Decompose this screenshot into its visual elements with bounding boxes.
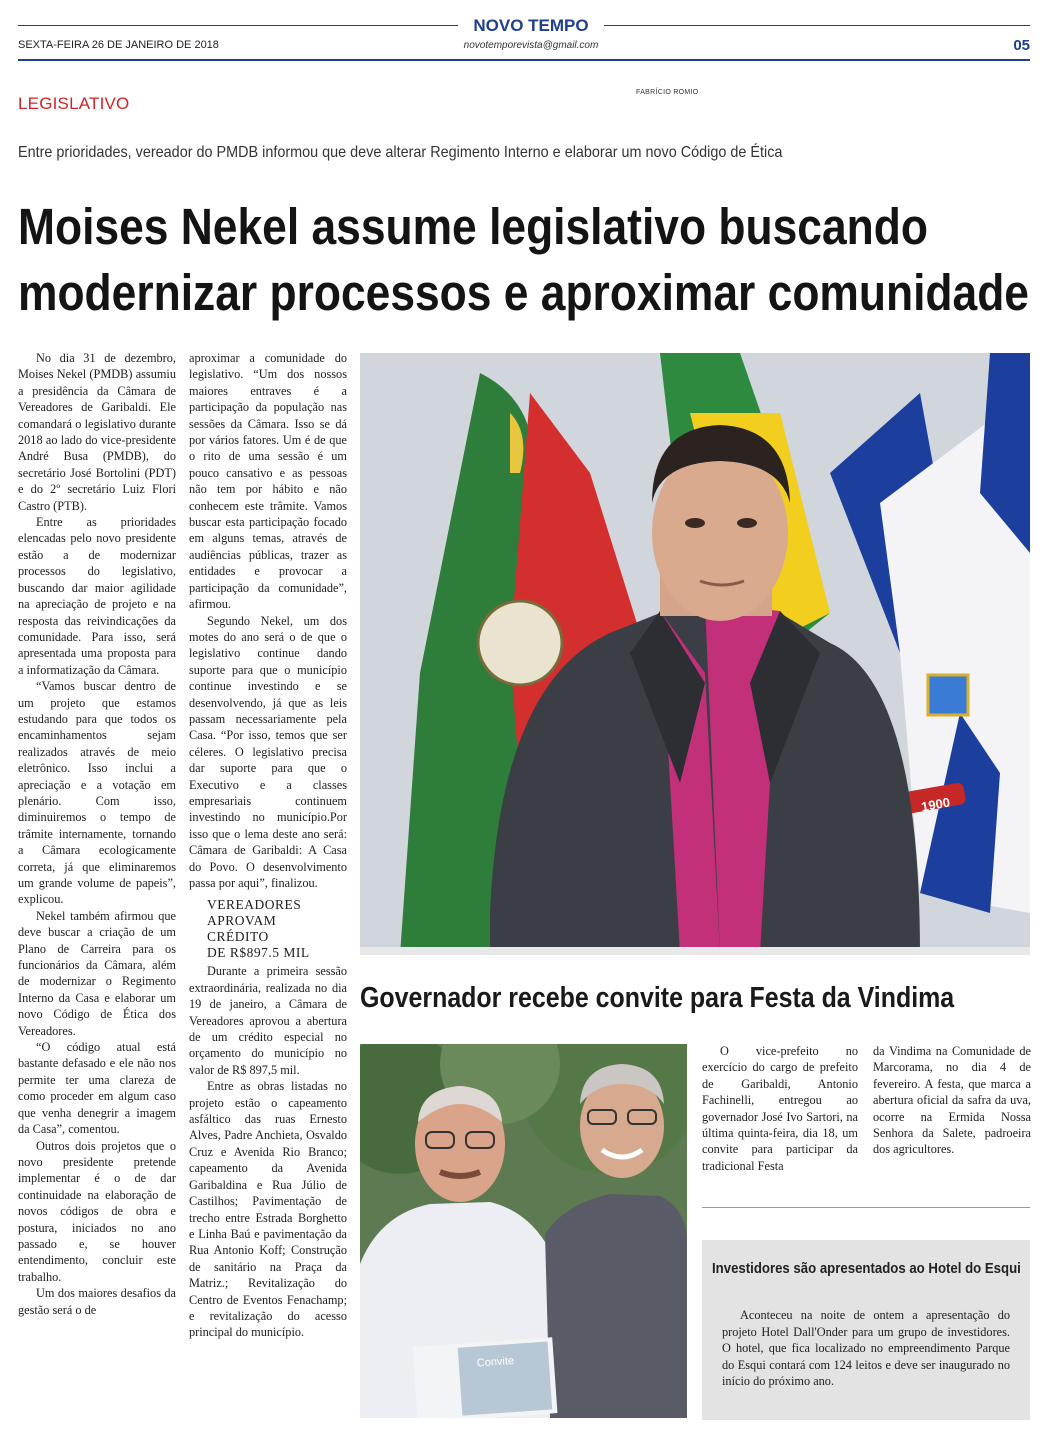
paragraph: Segundo Nekel, um dos motes do ano será o de que o legislativo continue dando suporte para que o município continue investindo e se desenvolvendo, já que as leis passam necessariamente pela Casa. “Por isso, temos que ser céleres. O legislativo precisa dar suporte para que o Executivo e a classes empresariais continuem investindo no município.Por isso que o lema deste ano será: Câmara de Garibaldi: A Casa do Povo. O desenvolvimento passa por aqui”, finalizou.: [189, 613, 347, 890]
subhead-line: VEREADORES: [207, 897, 302, 913]
box-title: Investidores são apresentados ao Hotel do Esqui: [712, 1260, 1021, 1277]
page-number: 05: [1013, 37, 1030, 54]
paragraph: “O código atual está bastante defasado e ele não nos permite ter uma clareza de como proceder em algum caso que venha denegrir a imagem da Casa”, comentou.: [18, 1040, 176, 1137]
subhead-line: CRÉDITO: [207, 929, 269, 945]
subhead: [189, 897, 347, 961]
flag-year: 1900: [920, 794, 952, 815]
section-label: LEGISLATIVO: [18, 94, 130, 113]
headline: [18, 194, 1029, 326]
headline-line-1: Moises Nekel assume legislativo buscando: [18, 198, 928, 255]
contact-email: novotemporevista@gmail.com: [463, 40, 599, 51]
portrait-illustration: [360, 353, 1030, 955]
flag-emblem: [478, 601, 562, 685]
governor-photo: [360, 1044, 687, 1418]
shirt-right: [545, 1194, 687, 1418]
handshake-illustration: [360, 1044, 687, 1418]
flag-city-shield: [928, 675, 968, 715]
paragraph: aproximar a comunidade do legislativo. “Um dos nossos maiores entraves é a participação da população nas sessões da Câmara. Isso se dá por vários fatores. Um é de que o rito de uma sessão é um pouco cansativo e as pessoas não tem por hábito e não conhecem este trâmite. Vamos buscar esta participação focado em alguns temas, através de audiências públicas, trazer as entidades e provocar a participação da comunidade”, afirmou.: [189, 351, 347, 612]
paragraph: O vice-prefeito no exercício do cargo de prefeito de Garibaldi, Antonio Fachinelli, entregou ao governador José Ivo Sartori, na última quinta-feira, dia 18, um convite para participar da tradicional Festa: [702, 1044, 858, 1173]
masthead-rule-bottom: [18, 59, 1030, 61]
article-column-1: [18, 350, 176, 1318]
photo-credit: FABRÍCIO ROMIO: [636, 89, 699, 96]
main-photo: [360, 353, 1030, 955]
headline-line-2: modernizar processos e aproximar comunidade: [18, 264, 1029, 321]
brand-title: NOVO TEMPO: [458, 16, 604, 36]
subhead-line: APROVAM: [207, 913, 277, 929]
paragraph: Durante a primeira sessão extraordinária, realizada no dia 19 de janeiro, a Câmara de Vereadores aprovou a abertura de um crédito especial no orçamento do município no valor de R$ 897,5 mil.: [189, 964, 347, 1077]
paragraph: Outros dois projetos que o novo presidente pretende implementar é o de dar continuidade na elaboração de novos códigos de obra e postura, iniciados no ano passado e, se houver entendimento, concluir este trabalho.: [18, 1138, 176, 1284]
sidebar-box: [702, 1240, 1030, 1420]
invitation-label: Convite: [476, 1354, 515, 1370]
subhead-line: DE R$897.5 MIL: [207, 945, 310, 961]
paragraph: “Vamos buscar dentro de um projeto que estamos estudando para que todos os encaminhamentos sejam realizados através de meio eletrônico. Isso inclui a apreciação e a votação em plenário. Com isso, diminuiremos o tempo de trâmite internamente, tornando a Câmara ecologicamente correta, já que eliminaremos um grande volume de papeis”, explicou.: [18, 679, 176, 907]
second-story-column-1: [702, 1043, 858, 1174]
second-story-column-2: [873, 1043, 1031, 1158]
paragraph: Entre as obras listadas no projeto estão o capeamento asfáltico das ruas Ernesto Alves, Padre Anchieta, Osvaldo Cruz e Avenida Rio Branco; capeamento da Avenida Garibaldina e Rua Júlio de Castilhos; Pavimentação de trecho entre Estrada Borghetto e Linha Baú e pavimentação da Rua Antonio Koff; Construção de sanitário na Praça da Matriz.; Revitalização do Centro de Eventos Fenachamp; e revitalização do acesso principal do município.: [189, 1079, 347, 1340]
masthead: [18, 8, 1030, 64]
paragraph: No dia 31 de dezembro, Moises Nekel (PMDB) assumiu a presidência da Câmara de Vereadores de Garibaldi. Ele comandará o legislativo durante 2018 ao lado do vice-presidente André Busa (PMDB), do secretário José Bortolini (PDT) e do 2º secretário Luiz Flori Castro (PTB).: [18, 351, 176, 513]
issue-date: SEXTA-FEIRA 26 DE JANEIRO DE 2018: [18, 39, 219, 51]
kicker: Entre prioridades, vereador do PMDB informou que deve alterar Regimento Interno e elaborar um novo Código de Ética: [18, 144, 783, 161]
second-headline: Governador recebe convite para Festa da Vindima: [360, 982, 955, 1014]
article-column-2: [189, 350, 347, 1341]
paragraph: da Vindima na Comunidade de Marcorama, no dia 4 de fevereiro. A festa, que marca a abertura oficial da safra da uva, ocorre na Ermida Nossa Senhora da Salete, padroeira dos agricultores.: [873, 1044, 1031, 1157]
paragraph: Um dos maiores desafios da gestão será o de: [18, 1286, 176, 1317]
paragraph: Nekel também afirmou que deve buscar a criação de um Plano de Carreira para os funcionários da Câmara, além de modernizar o Regimento Interno da Casa e elaborar um novo Código de Ética dos Vereadores.: [18, 908, 176, 1038]
box-text: Aconteceu na noite de ontem a apresentação do projeto Hotel Dall'Onder para um grupo de investidores. O hotel, que fica localizado no empreendimento Parque do Esqui contará com 124 leitos e deve ser inaugurado no início do próximo ano.: [722, 1308, 1010, 1388]
paragraph: Entre as prioridades elencadas pelo novo presidente estão a de modernizar processos do legislativo, buscando dar maior agilidade na apreciação de projeto e na resposta das reivindicações da comunidade. Para isso, será apresentada uma proposta para a informatização da Câmara.: [18, 515, 176, 677]
divider: [702, 1207, 1030, 1208]
